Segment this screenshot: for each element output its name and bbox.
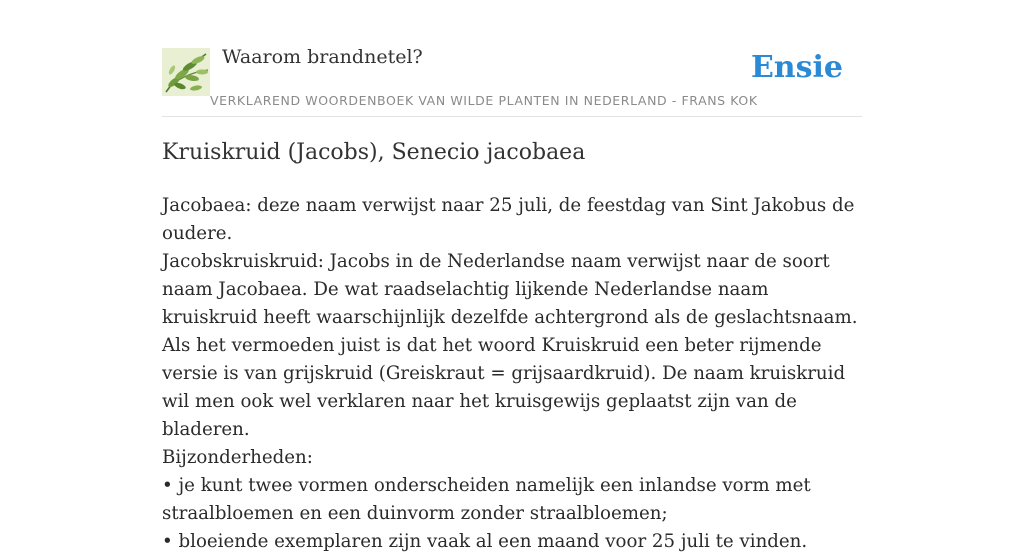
leaf-plant-icon[interactable] (162, 48, 210, 96)
entry-title: Kruiskruid (Jacobs), Senecio jacobaea (162, 140, 586, 165)
brand-logo[interactable]: Ensie (750, 50, 843, 85)
page (162, 0, 862, 552)
paragraph: Jacobaea: deze naam verwijst naar 25 juli, de feestdag van Sint Jakobus de oudere. (162, 195, 855, 244)
list-item: • je kunt twee vormen onderscheiden namelijk een inlandse vorm met straalbloemen en een duinvorm zonder straalbloemen; (162, 475, 811, 524)
paragraph: Bijzonderheden: (162, 447, 313, 468)
list-item: • bloeiende exemplaren zijn vaak al een maand voor 25 juli te vinden. (162, 531, 808, 552)
book-title[interactable]: Waarom brandnetel? (222, 46, 423, 68)
book-subtitle[interactable]: VERKLAREND WOORDENBOEK VAN WILDE PLANTEN IN NEDERLAND - FRANS KOK (210, 93, 758, 108)
header (162, 0, 862, 117)
entry-body (162, 192, 862, 556)
paragraph: Jacobskruiskruid: Jacobs in de Nederlandse naam verwijst naar de soort naam Jacobaea. De wat raadselachtig lijkende Nederlandse naam kruiskruid heeft waarschijnlijk dezelfde achtergrond als de geslachtsnaam. Als het vermoeden juist is dat het woord Kruiskruid een beter rijmende versie is van grijskruid (Greiskraut = grijsaardkruid). De naam kruiskruid wil men ook wel verklaren naar het kruisgewijs geplaatst zijn van de bladeren. (162, 251, 858, 440)
